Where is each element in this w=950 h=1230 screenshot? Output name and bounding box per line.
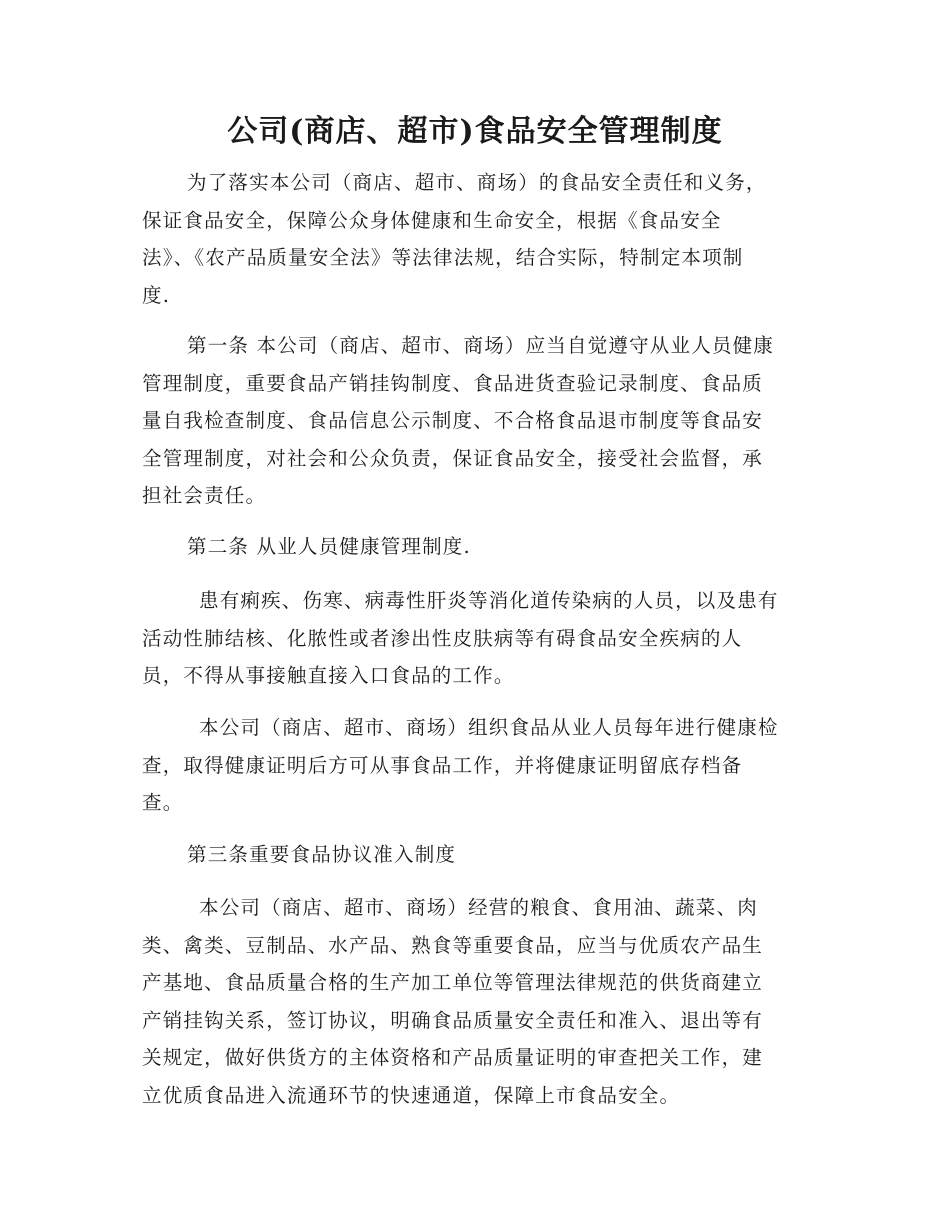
paragraph-line: 查，取得健康证明后方可从事食品工作，并将健康证明留底存档备: [142, 753, 743, 777]
article-3-heading: [142, 836, 810, 874]
article-2-heading: [142, 528, 810, 566]
paragraph-line: 全管理制度，对社会和公众负责，保证食品安全，接受社会监督，承: [142, 446, 764, 470]
paragraph-line: 担社会责任。: [142, 484, 267, 507]
paragraph-line: 患有痢疾、伤寒、病毒性肝炎等消化道传染病的人员，以及患有: [199, 589, 779, 612]
paragraph-line: 度.: [142, 283, 171, 307]
paragraph-line: 第一条 本公司（商店、超市、商场）应当自觉遵守从业人员健康: [187, 334, 774, 357]
intro-paragraph: [142, 164, 810, 314]
paragraph-line: 法》、《农产品质量安全法》等法律法规，结合实际，特制定本项制: [142, 246, 744, 269]
article-1-paragraph: [142, 327, 810, 515]
paragraph-line: 管理制度，重要食品产销挂钩制度、食品进货查验记录制度、食品质: [142, 371, 764, 395]
article-3-paragraph: [142, 889, 810, 1114]
paragraph-line: 活动性肺结核、化脓性或者渗出性皮肤病等有碍食品安全疾病的人: [142, 626, 743, 650]
paragraph-line: 产销挂钩关系，签订协议，明确食品质量安全责任和准入、退出等有: [142, 1008, 764, 1032]
paragraph-line: 类、禽类、豆制品、水产品、熟食等重要食品，应当与优质农产品生: [142, 933, 764, 957]
paragraph-line: 员，不得从事接触直接入口食品的工作。: [142, 664, 515, 687]
article-2-paragraph-b: [142, 709, 810, 822]
paragraph-line: 量自我检查制度、食品信息公示制度、不合格食品退市制度等食品安: [142, 409, 764, 432]
paragraph-line: 为了落实本公司（商店、超市、商场）的食品安全责任和义务，: [187, 171, 767, 194]
paragraph-line: 第二条 从业人员健康管理制度.: [187, 535, 471, 558]
paragraph-line: 查。: [142, 791, 184, 814]
paragraph-line: 关规定，做好供货方的主体资格和产品质量证明的审查把关工作，建: [142, 1046, 764, 1069]
article-2-paragraph-a: [142, 582, 810, 695]
paragraph-line: 本公司（商店、超市、商场）组织食品从业人员每年进行健康检: [199, 716, 779, 739]
paragraph-line: 第三条重要食品协议准入制度: [187, 843, 457, 866]
paragraph-line: 保证食品安全，保障公众身体健康和生命安全，根据《食品安全: [142, 208, 722, 232]
paragraph-line: 产基地、食品质量合格的生产加工单位等管理法律规范的供货商建立: [142, 971, 764, 994]
paragraph-line: 立优质食品进入流通环节的快速通道，保障上市食品安全。: [142, 1083, 681, 1107]
paragraph-line: 本公司（商店、超市、商场）经营的粮食、食用油、蔬菜、肉: [199, 896, 758, 919]
document-title: 公司(商店、超市)食品安全管理制度: [227, 114, 723, 149]
